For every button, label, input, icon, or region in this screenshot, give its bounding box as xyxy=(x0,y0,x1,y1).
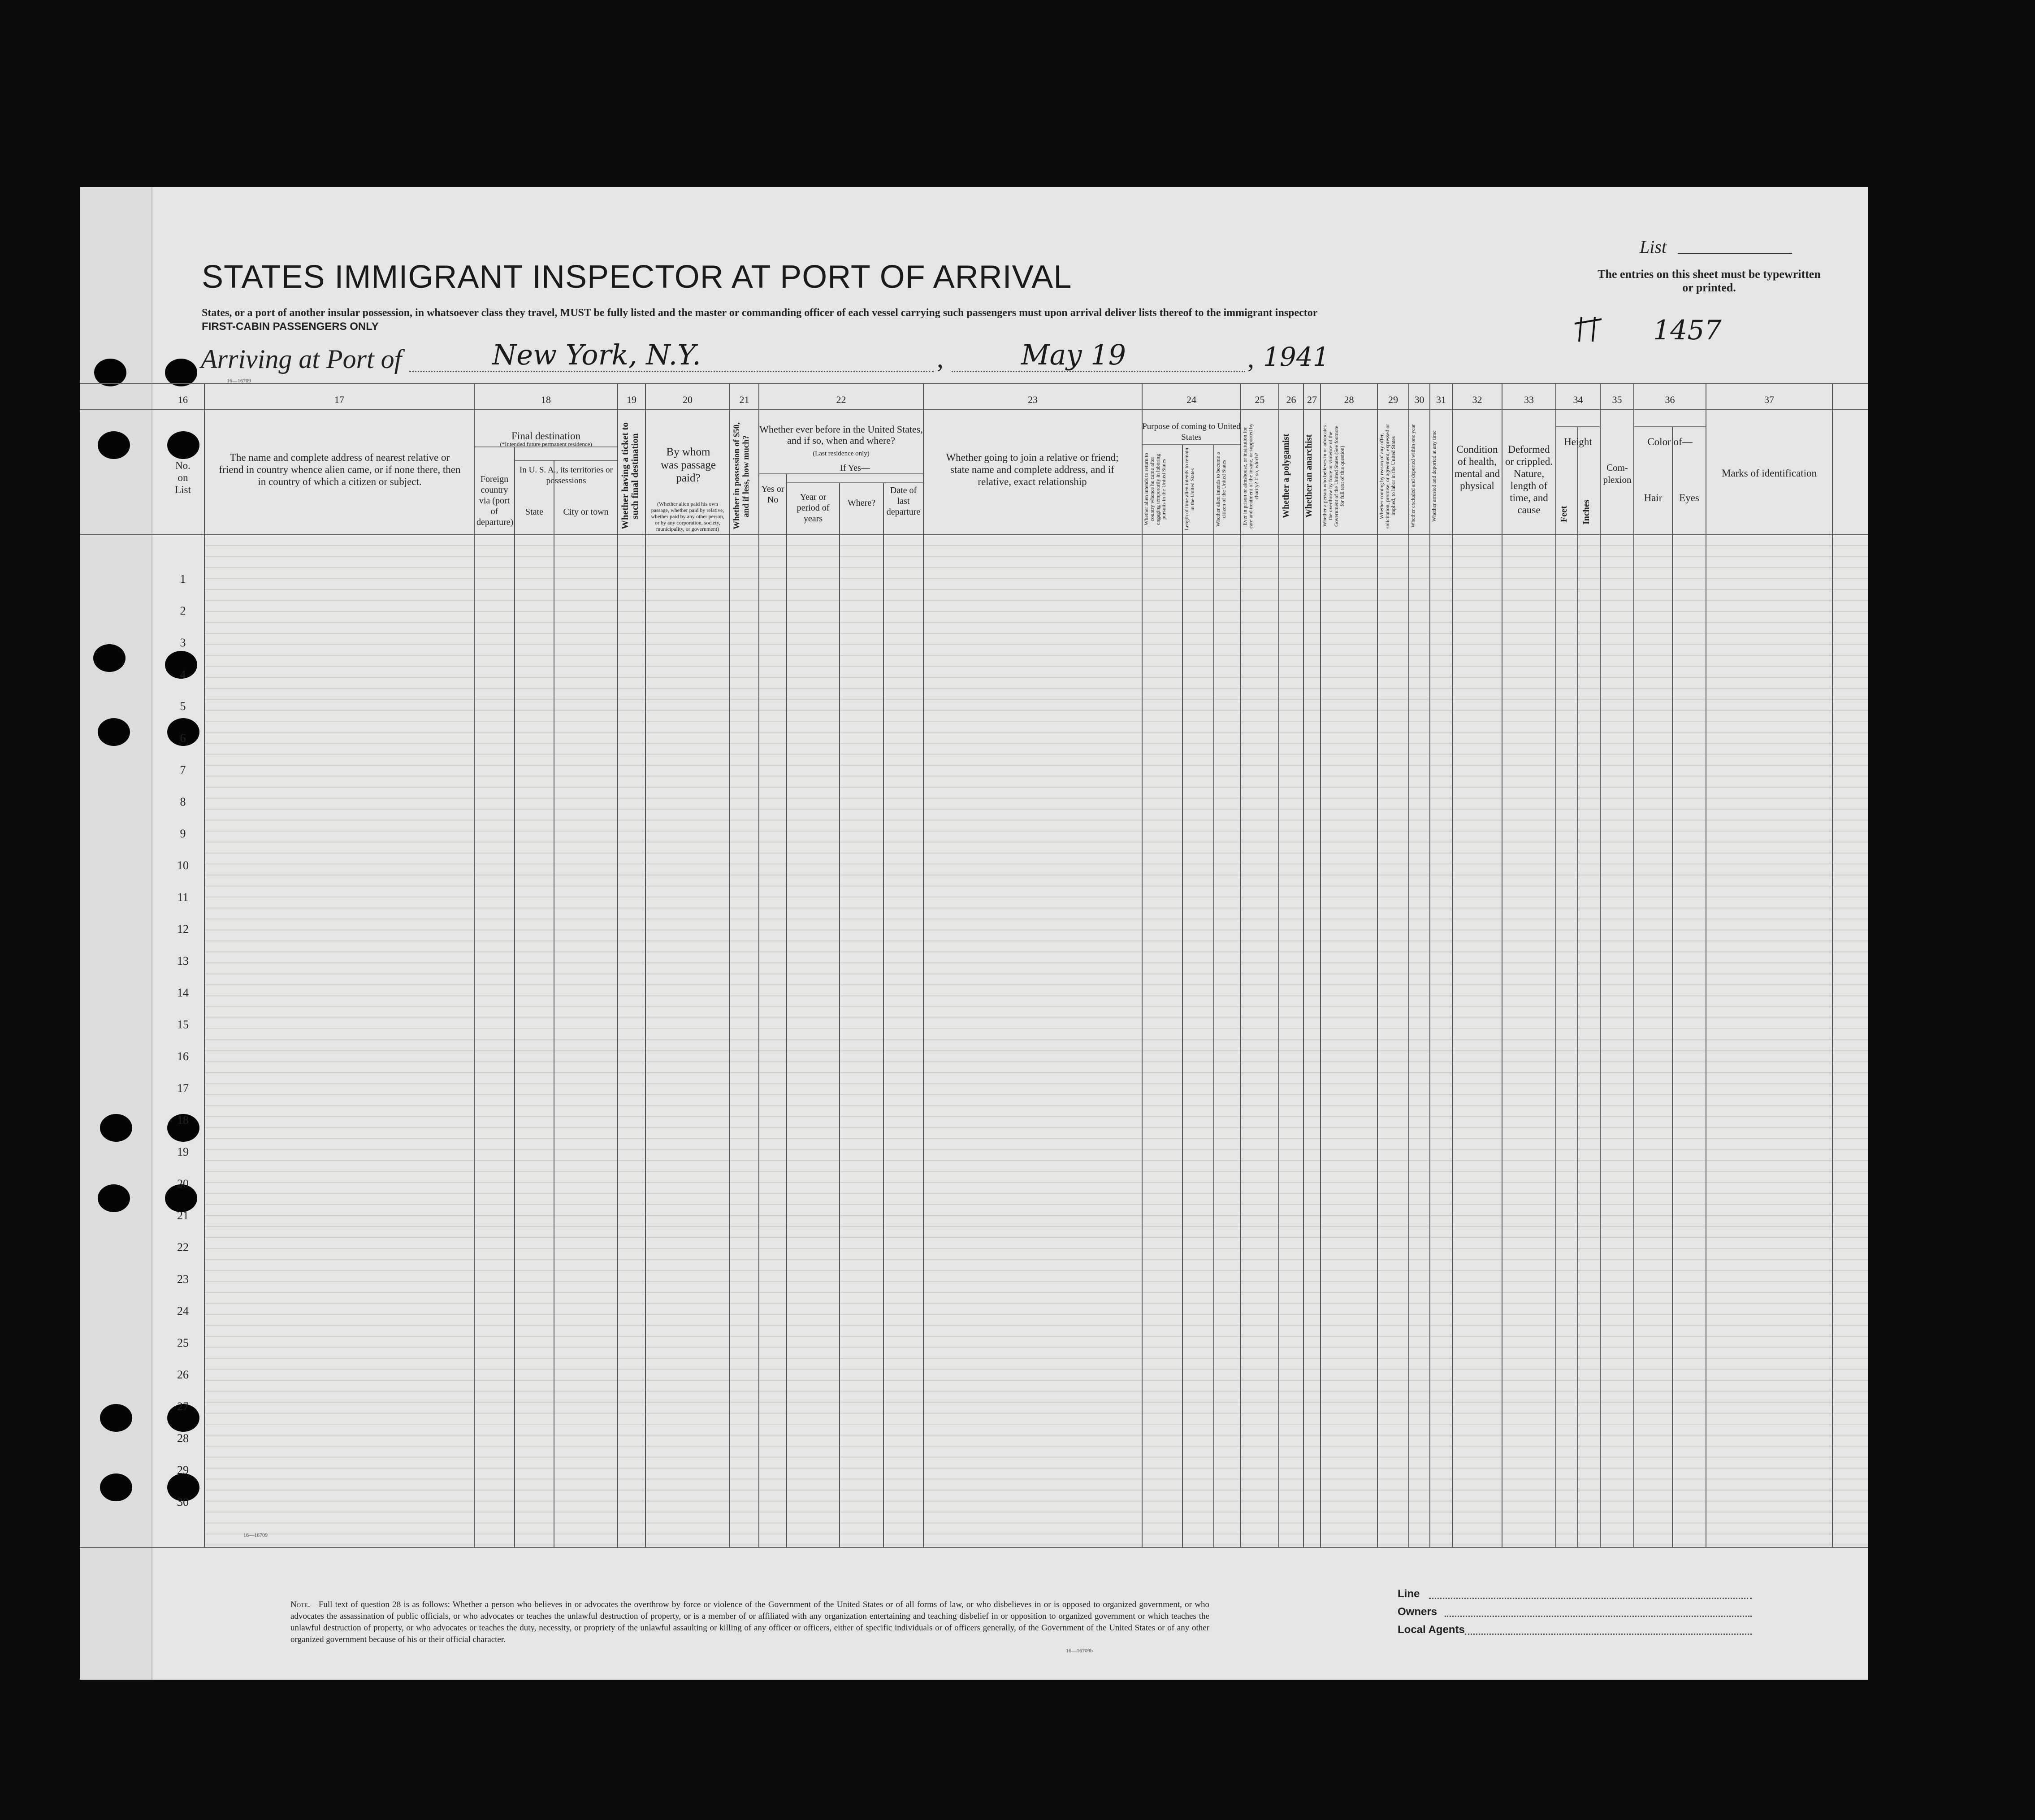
colnum-34: 34 xyxy=(1573,394,1583,405)
colnum-17: 17 xyxy=(334,394,344,405)
form-title: STATES IMMIGRANT INSPECTOR AT PORT OF ARRIVAL xyxy=(202,259,1072,295)
header-in-usa: In U. S. A., its territories or possessions xyxy=(520,465,613,485)
colnum-28: 28 xyxy=(1344,394,1354,405)
footnote xyxy=(290,1599,1209,1646)
entries-note: The entries on this sheet must be typewritten or printed. xyxy=(1598,268,1821,294)
header-passage-paid: By whom was passage paid? xyxy=(661,446,716,484)
row-number: 11 xyxy=(177,891,189,904)
colnum-16: 16 xyxy=(178,394,188,405)
header-complexion: Com-plexion xyxy=(1603,462,1632,485)
header-foreign-country: Foreign country via (port of departure) xyxy=(476,474,514,527)
agents-fill-line xyxy=(1465,1634,1752,1635)
header-passage-paid-sub: (Whether alien paid his own passage, whether paid by relative, whether paid by any other person, or by any corporation, society, municipality, or government) xyxy=(651,501,724,532)
header-color-of: Color of— xyxy=(1647,436,1693,447)
header-if-yes: If Yes— xyxy=(840,463,870,473)
row-number: 22 xyxy=(177,1241,189,1254)
row-number: 13 xyxy=(177,954,189,967)
header-join-relative: Whether going to join a relative or friend; state name and complete address, and if relative, exact relationship xyxy=(946,452,1119,487)
colnum-33: 33 xyxy=(1524,394,1534,405)
row-number: 29 xyxy=(177,1464,189,1477)
header-purpose-citizen: Whether alien intends to become a citizen of the United States xyxy=(1215,452,1227,527)
colnum-20: 20 xyxy=(683,394,693,405)
row-number: 25 xyxy=(177,1336,189,1349)
row-number: 21 xyxy=(177,1209,189,1222)
colnum-19: 19 xyxy=(627,394,636,405)
footnote-text: —Full text of question 28 is as follows: Whether a person who believes in or advocates the overthrow by force or violence of the Government of the United States or of all forms of law, or who disbelieves in or is opposed to organized government, or who advocates the assassination of public officials, or who advocates or teaches the unlawful destruction of property, or is a member of or affiliated with any organization entertaining and teaching disbelief in or opposition to organized government or which teaches the unlawful destruction of property, or who advocates or teaches the duty, necessity, or propriety of the unlawful assaulting or killing of any officer or officers, either of specific individuals or of officers generally, of the Government of the United States or of any other organized government because of his or their official character. xyxy=(290,1600,1209,1644)
header-polygamist: Whether a polygamist xyxy=(1281,433,1291,519)
row-number: 18 xyxy=(177,1114,189,1127)
footnote-label: Note. xyxy=(290,1600,310,1609)
colnum-30: 30 xyxy=(1414,394,1424,405)
header-fifty-dollars: Whether in possession of $50, and if less, how much? xyxy=(732,422,751,530)
row-number: 5 xyxy=(180,700,186,713)
header-height: Height xyxy=(1564,436,1592,447)
colnum-23: 23 xyxy=(1028,394,1038,405)
header-eyes: Eyes xyxy=(1679,492,1699,503)
row-number: 27 xyxy=(177,1400,189,1413)
date-value-handwritten: May 19 xyxy=(1021,338,1126,371)
header-feet: Feet xyxy=(1559,506,1569,523)
port-value-handwritten: New York, N.Y. xyxy=(492,338,701,371)
header-where: Where? xyxy=(847,498,876,508)
header-purpose-length: Length of time alien intends to remain in the United States xyxy=(1183,448,1195,531)
row-number: 8 xyxy=(180,795,186,808)
first-cabin-label: FIRST-CABIN PASSENGERS ONLY xyxy=(202,321,379,333)
header-overthrow: Whether a person who believes in or advocates the overthrow by force or violence of the Government of the United States (See footnote for full text of this question) xyxy=(1321,425,1345,527)
colnum-21: 21 xyxy=(739,394,749,405)
row-number: 12 xyxy=(177,923,189,936)
header-labor-offer: Whether coming by reason of any offer, solicitation, promise, or agreement, expressed or implied, to labor in the United States xyxy=(1378,424,1396,529)
header-yes-no: Yes or No xyxy=(761,484,784,505)
header-ever-before-sub: (Last residence only) xyxy=(813,450,870,457)
header-marks: Marks of identification xyxy=(1721,468,1817,479)
list-label: List xyxy=(1640,237,1667,257)
header-anarchist: Whether an anarchist xyxy=(1304,434,1314,518)
form-code-note: 16—16709b xyxy=(1066,1647,1093,1654)
row-number: 4 xyxy=(180,668,186,681)
header-arrested: Whether arrested and deported at any time xyxy=(1431,430,1437,522)
row-number: 19 xyxy=(177,1145,189,1158)
form-code-bottom: 16—16709 xyxy=(243,1532,268,1538)
row-number: 7 xyxy=(180,763,186,776)
row-number: 26 xyxy=(177,1368,189,1381)
colnum-36: 36 xyxy=(1665,394,1675,405)
colnum-18: 18 xyxy=(541,394,551,405)
row-number: 1 xyxy=(180,572,186,585)
colnum-22: 22 xyxy=(836,394,846,405)
header-ever-before-us: Whether ever before in the United States, and if so, when and where? xyxy=(759,424,923,446)
row-number: 20 xyxy=(177,1177,189,1190)
line-label: Line xyxy=(1398,1588,1420,1600)
table-grid xyxy=(80,187,1868,1680)
row-number: 15 xyxy=(177,1018,189,1031)
line-fill-line xyxy=(1429,1598,1752,1599)
colnum-31: 31 xyxy=(1436,394,1446,405)
row-number: 17 xyxy=(177,1082,189,1095)
header-inches: Inches xyxy=(1581,499,1591,524)
row-number: 3 xyxy=(180,636,186,649)
header-city: City or town xyxy=(563,507,609,517)
header-prison: Ever in prison or almshouse, or institution for care and treatment of the insane, or supported by charity? If so, which? xyxy=(1242,423,1260,529)
row-number: 23 xyxy=(177,1273,189,1286)
form-sheet xyxy=(80,187,1868,1680)
header-state: State xyxy=(525,507,543,517)
header-excluded: Whether excluded and deported within one year xyxy=(1410,424,1416,528)
colnum-25: 25 xyxy=(1255,394,1265,405)
list-number-handwritten: 1457 xyxy=(1653,315,1722,346)
row-number: 16 xyxy=(177,1050,189,1063)
header-year-period: Year or period of years xyxy=(797,492,830,524)
colnum-26: 26 xyxy=(1286,394,1296,405)
colnum-35: 35 xyxy=(1612,394,1622,405)
header-nearest-relative: The name and complete address of nearest relative or friend in country whence alien came, or if none there, then in country of which a citizen or subject. xyxy=(219,452,461,487)
colnum-24: 24 xyxy=(1186,394,1196,405)
row-number: 9 xyxy=(180,827,186,840)
row-number: 30 xyxy=(177,1495,189,1508)
row-number: 2 xyxy=(180,604,186,617)
header-final-destination-sub: (*Intended future permanent residence) xyxy=(500,441,592,447)
header-hair: Hair xyxy=(1644,492,1663,503)
comma-separator: , xyxy=(1247,343,1254,373)
owners-fill-line xyxy=(1445,1616,1752,1617)
header-ticket: Whether having a ticket to such final destination xyxy=(619,422,640,530)
arriving-port-label: Arriving at Port of xyxy=(201,344,402,374)
colnum-27: 27 xyxy=(1307,394,1317,405)
row-number: 10 xyxy=(177,859,189,872)
year-value-handwritten: 1941 xyxy=(1263,342,1329,372)
header-purpose: Purpose of coming to United States xyxy=(1142,422,1241,442)
instructions-text: States, or a port of another insular possession, in whatsoever class they travel, MUST be fully listed and the master or commanding officer of each vessel carrying such passengers must upon arrival deliver lists thereof to the immigrant inspector xyxy=(202,307,1318,319)
header-no-on-list: No. on List xyxy=(175,460,191,495)
row-number: 14 xyxy=(177,986,189,999)
header-deformed: Deformed or crippled. Nature, length of time, and cause xyxy=(1505,444,1553,516)
colnum-29: 29 xyxy=(1388,394,1398,405)
row-number: 24 xyxy=(177,1304,189,1317)
row-number: 6 xyxy=(180,732,186,745)
local-agents-label: Local Agents xyxy=(1398,1624,1465,1636)
colnum-32: 32 xyxy=(1472,394,1482,405)
row-number: 28 xyxy=(177,1432,189,1445)
header-date-last-departure: Date of last departure xyxy=(886,485,921,517)
form-code-top: 16—16709 xyxy=(227,377,251,384)
header-final-destination: Final destination xyxy=(511,430,580,442)
comma-separator: , xyxy=(937,343,944,373)
owners-label: Owners xyxy=(1398,1606,1437,1618)
header-purpose-return: Whether alien intends to return to country whence he came after engaging temporarily in laboring pursuits in the United States xyxy=(1143,453,1167,526)
header-health: Condition of health, mental and physical xyxy=(1454,444,1500,491)
colnum-37: 37 xyxy=(1764,394,1774,405)
